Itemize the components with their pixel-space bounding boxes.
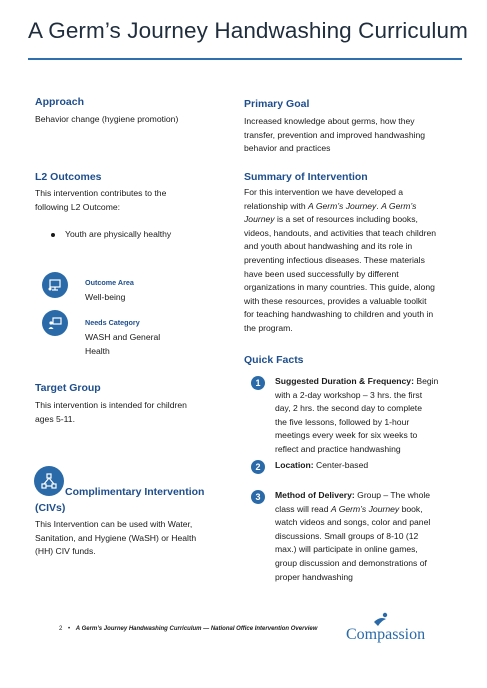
l2-outcome-bullet: Youth are physically healthy bbox=[65, 229, 172, 239]
fact-line: the five lessons, followed by 1-hour bbox=[275, 416, 410, 427]
civs-line: (HH) CIV funds. bbox=[35, 546, 96, 557]
logo-text: Compassion bbox=[346, 626, 426, 643]
fact-line: group discussion and demonstrations of bbox=[275, 557, 427, 568]
fact-line: day, 2 hrs. the second day to complete bbox=[275, 403, 422, 414]
summary-line: with these resources, provides a valuable toolkit bbox=[244, 295, 427, 306]
civs-line: This Intervention can be used with Water, bbox=[35, 519, 193, 529]
network-nodes-icon bbox=[34, 466, 64, 496]
target-group-text bbox=[35, 399, 187, 426]
outcome-area-label: Outcome Area bbox=[85, 278, 134, 287]
page-number: 2 bbox=[59, 626, 63, 632]
summary-line: For this intervention we have developed a bbox=[244, 187, 404, 197]
fact-line: Location: Center-based bbox=[275, 460, 369, 470]
number-1-icon: 1 bbox=[251, 376, 265, 390]
needs-line: WASH and General bbox=[85, 332, 161, 342]
fact-line: class will read A Germ’s Journey book, bbox=[275, 503, 423, 514]
footer-text: A Germ’s Journey Handwashing Curriculum — National Office Intervention Overview bbox=[75, 626, 318, 632]
fact-line: with a 2-day workshop – 3 hrs. the first bbox=[275, 389, 423, 400]
fact-line: Suggested Duration & Frequency: Begin bbox=[275, 376, 439, 386]
number-3-icon: 3 bbox=[251, 490, 265, 504]
l2-outcomes-heading: L2 Outcomes bbox=[35, 171, 102, 183]
l2-outcomes-text bbox=[35, 187, 166, 214]
fact-line: meetings every week for six weeks to bbox=[275, 430, 418, 441]
civs-line: Sanitation, and Hygiene (WaSH) or Health bbox=[35, 532, 197, 543]
civs-text bbox=[35, 518, 196, 559]
fact-line: watch videos and songs, color and panel bbox=[275, 517, 431, 528]
civs-heading-line2: (CIVs) bbox=[35, 502, 66, 514]
approach-text: Behavior change (hygiene promotion) bbox=[35, 114, 179, 124]
summary-line: have been used successfully by different bbox=[244, 268, 399, 279]
summary-line: videos, handouts, and activities that teach children bbox=[244, 227, 437, 238]
target-group-heading: Target Group bbox=[35, 382, 101, 394]
fact-line: proper handwashing bbox=[275, 571, 353, 582]
goal-line: behavior and practices bbox=[244, 143, 331, 154]
summary-line: organizations in many countries. This guide, along bbox=[244, 282, 435, 293]
l2-line: following L2 Outcome: bbox=[35, 201, 121, 212]
summary-line: for teaching handwashing to children and youth in bbox=[244, 309, 434, 320]
title-divider bbox=[28, 58, 462, 60]
number-2-icon: 2 bbox=[251, 460, 265, 474]
goal-line: Increased knowledge about germs, how they bbox=[244, 116, 415, 126]
target-line: This intervention is intended for children bbox=[35, 400, 187, 410]
needs-category-label: Needs Category bbox=[85, 318, 140, 327]
fact-method bbox=[275, 489, 467, 584]
quick-facts-heading: Quick Facts bbox=[244, 354, 304, 366]
summary-line: Journey is a set of resources including books, bbox=[244, 214, 418, 225]
needs-line: Health bbox=[85, 345, 110, 356]
approach-heading: Approach bbox=[35, 96, 85, 108]
fact-duration bbox=[275, 375, 467, 457]
l2-line: This intervention contributes to the bbox=[35, 188, 167, 198]
fact-line: discussions. Small groups of 8-10 (12 bbox=[275, 530, 419, 541]
bullet-dot bbox=[51, 233, 55, 237]
primary-goal-heading: Primary Goal bbox=[244, 98, 310, 110]
summary-line: relationship with A Germ’s Journey. A Germ’s bbox=[244, 200, 417, 211]
fact-line: max.) will participate in online games, bbox=[275, 544, 418, 555]
fact-location bbox=[275, 459, 368, 473]
summary-line: preventing infectious diseases. These materials bbox=[244, 254, 425, 265]
presentation-board-icon bbox=[42, 272, 68, 298]
target-line: ages 5-11. bbox=[35, 413, 75, 424]
summary-text bbox=[244, 186, 466, 336]
compassion-logo bbox=[346, 620, 466, 650]
primary-goal-text bbox=[244, 115, 425, 156]
fact-line: Method of Delivery: Group – The whole bbox=[275, 490, 431, 500]
civs-heading-line1: Complimentary Intervention bbox=[65, 486, 205, 498]
summary-heading: Summary of Intervention bbox=[244, 171, 368, 183]
page-title: A Germ’s Journey Handwashing Curriculum bbox=[28, 18, 468, 43]
summary-line: and youth about handwashing and its role in bbox=[244, 241, 413, 252]
goal-line: transfer, prevention and improved handwashing bbox=[244, 129, 426, 140]
fact-line: reflect and practice handwashing bbox=[275, 443, 401, 454]
footer-separator: • bbox=[68, 626, 71, 632]
needs-category-value bbox=[85, 331, 160, 358]
footer bbox=[59, 626, 317, 632]
person-presenting-icon bbox=[42, 310, 68, 336]
summary-line: the program. bbox=[244, 322, 293, 333]
outcome-area-value: Well-being bbox=[85, 292, 126, 302]
